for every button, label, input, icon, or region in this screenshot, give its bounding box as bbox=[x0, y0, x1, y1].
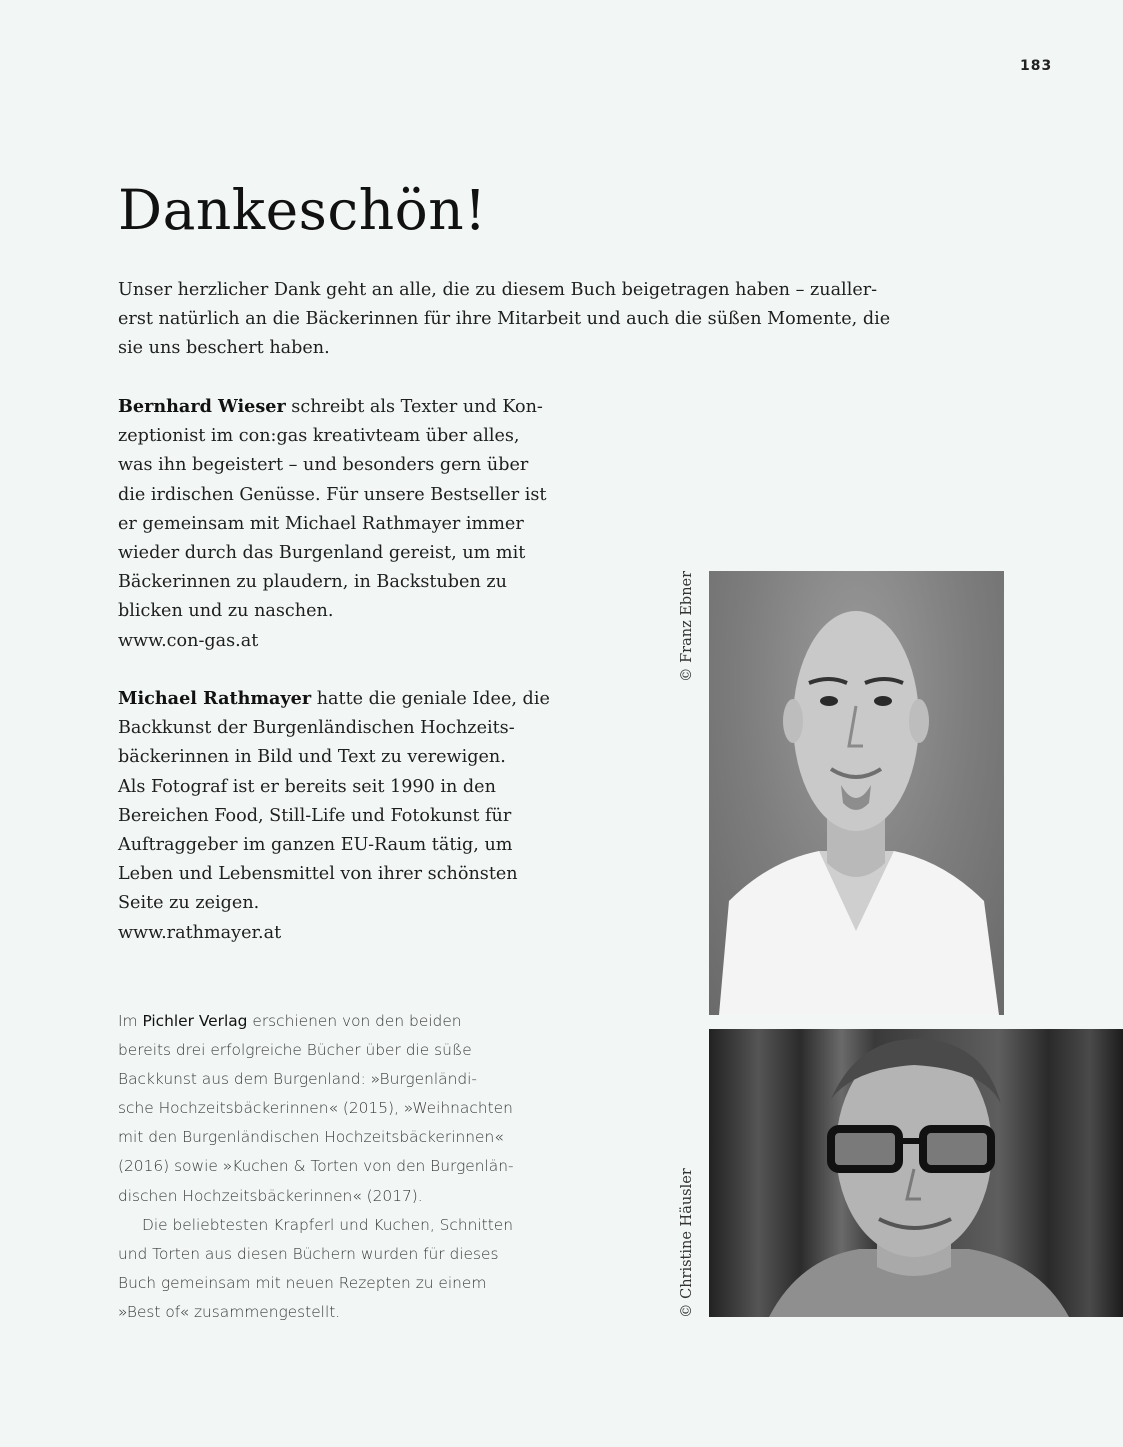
note-line: mit den Burgenländischen Hochzeitsbäckerinnen« bbox=[118, 1128, 504, 1147]
intro-line: Unser herzlicher Dank geht an alle, die zu diesem Buch beigetragen haben – zualler- bbox=[118, 280, 878, 300]
bio-line: zeptionist im con:gas kreativteam über alles, bbox=[118, 426, 520, 447]
bio-wieser bbox=[118, 392, 558, 656]
bio-line: Seite zu zeigen. bbox=[118, 893, 260, 914]
bio-line: Bäckerinnen zu plaudern, in Backstuben zu bbox=[118, 572, 507, 593]
bio-line: die irdischen Genüsse. Für unsere Bestseller ist bbox=[118, 484, 547, 505]
publisher-name: Pichler Verlag bbox=[142, 1012, 248, 1030]
author-name: Bernhard Wieser bbox=[118, 396, 286, 417]
note-line: »Best of« zusammengestellt. bbox=[118, 1302, 341, 1321]
bio-text: schreibt als Texter und Kon- bbox=[285, 397, 543, 417]
photo-credit-ebner: © Franz Ebner bbox=[679, 570, 695, 682]
intro-line: erst natürlich an die Bäckerinnen für ihre Mitarbeit und auch die süßen Momente, die bbox=[118, 309, 891, 330]
note-line: und Torten aus diesen Büchern wurden für dieses bbox=[118, 1244, 499, 1263]
bio-text: hatte die geniale Idee, die bbox=[311, 689, 550, 709]
portrait-illustration bbox=[709, 571, 1004, 1015]
note-line: bereits drei erfolgreiche Bücher über die süße bbox=[118, 1041, 472, 1060]
portrait-photo-wieser bbox=[709, 571, 1004, 1015]
note-line bbox=[118, 1007, 558, 1036]
note-line: (2016) sowie »Kuchen & Torten von den Burgenlän- bbox=[118, 1157, 514, 1176]
note-line: Backkunst aus dem Burgenland: »Burgenländi- bbox=[118, 1070, 477, 1089]
note-text: erschienen von den beiden bbox=[247, 1012, 462, 1030]
note-line: Buch gemeinsam mit neuen Rezepten zu einem bbox=[118, 1273, 487, 1292]
bio-line bbox=[118, 684, 558, 714]
portrait-photo-rathmayer bbox=[709, 1029, 1123, 1317]
intro-paragraph bbox=[118, 276, 898, 364]
note-line: sche Hochzeitsbäckerinnen« (2015), »Weihnachten bbox=[118, 1099, 513, 1118]
pichler-note bbox=[118, 1007, 558, 1327]
portrait-illustration bbox=[709, 1029, 1123, 1317]
bio-line: Bereichen Food, Still-Life und Fotokunst für bbox=[118, 805, 512, 826]
page-title: Dankeschön! bbox=[118, 178, 487, 242]
website-url: www.rathmayer.at bbox=[118, 922, 282, 943]
bio-line: wieder durch das Burgenland gereist, um mit bbox=[118, 543, 526, 564]
bio-line: Als Fotograf ist er bereits seit 1990 in den bbox=[118, 776, 496, 797]
bio-line: Leben und Lebensmittel von ihrer schönsten bbox=[118, 864, 518, 885]
author-name: Michael Rathmayer bbox=[118, 688, 312, 709]
bio-line: bäckerinnen in Bild und Text zu verewigen. bbox=[118, 747, 506, 768]
bio-rathmayer bbox=[118, 684, 558, 948]
bio-line: Backkunst der Burgenländischen Hochzeits- bbox=[118, 718, 515, 739]
bio-line: Auftraggeber im ganzen EU-Raum tätig, um bbox=[118, 835, 513, 856]
bio-line: was ihn begeistert – und besonders gern über bbox=[118, 455, 529, 476]
bio-line bbox=[118, 392, 558, 422]
note-line: Die beliebtesten Krapferl und Kuchen, Schnitten bbox=[142, 1215, 513, 1234]
bio-line: er gemeinsam mit Michael Rathmayer immer bbox=[118, 513, 524, 534]
note-line: dischen Hochzeitsbäckerinnen« (2017). bbox=[118, 1186, 423, 1205]
page-number: 183 bbox=[1020, 58, 1053, 74]
website-url: www.con-gas.at bbox=[118, 630, 259, 651]
intro-line: sie uns beschert haben. bbox=[118, 338, 330, 359]
photo-credit-haeusler: © Christine Häusler bbox=[679, 1168, 695, 1318]
note-prefix: Im bbox=[118, 1012, 143, 1030]
bio-line: blicken und zu naschen. bbox=[118, 601, 334, 622]
